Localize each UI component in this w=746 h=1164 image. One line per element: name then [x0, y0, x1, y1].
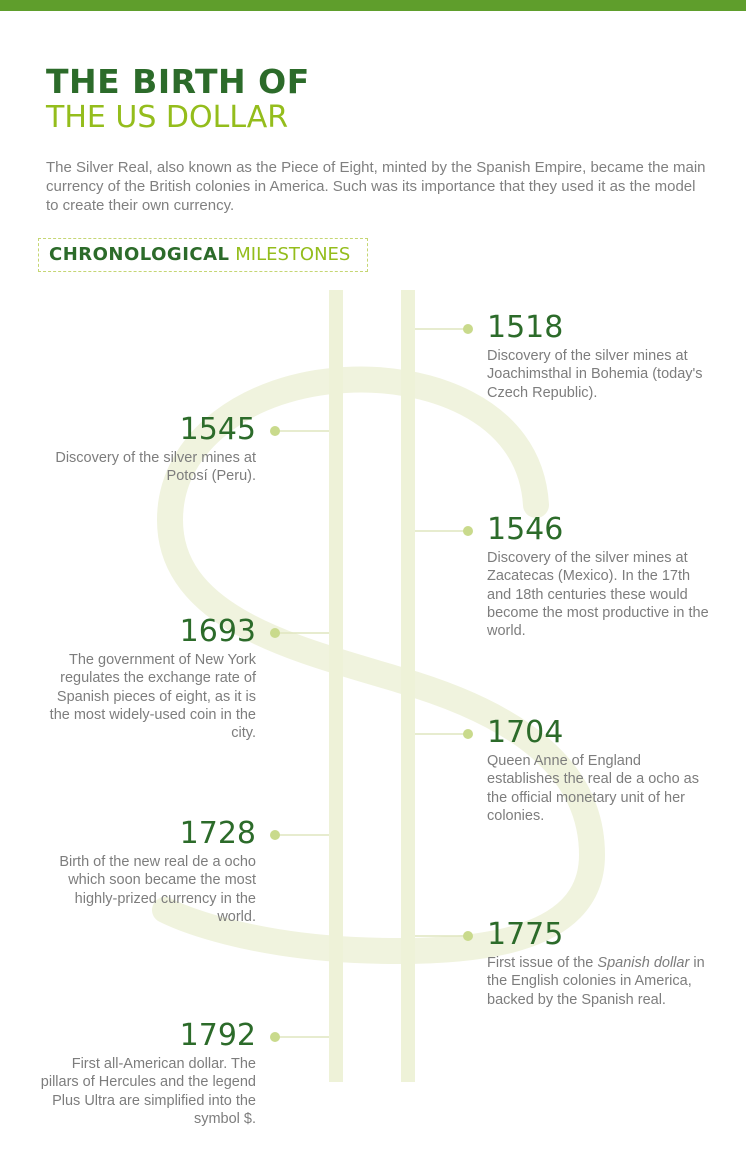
milestone-year: 1518: [487, 310, 564, 345]
page-title-line1: THE BIRTH OF: [46, 62, 310, 101]
milestone-1704: [487, 715, 717, 825]
milestone-description: [487, 954, 717, 1009]
section-label-light: MILESTONES: [235, 244, 351, 265]
intro-paragraph: The Silver Real, also known as the Piece of Eight, minted by the Spanish Empire, became the main currency of the British colonies in America. Such was its importance that they used it as the model to create their own currency.: [46, 159, 706, 214]
milestone-1792: [36, 1018, 256, 1128]
milestone-1728: [36, 816, 256, 926]
milestone-description: Discovery of the silver mines at Joachimsthal in Bohemia (today's Czech Republic).: [487, 348, 703, 401]
milestone-description: Discovery of the silver mines at Zacatecas (Mexico). In the 17th and 18th centuries these would become the most productive in the world.: [487, 550, 709, 640]
page-title-line2: THE US DOLLAR: [46, 100, 289, 135]
milestone-1518: [487, 310, 717, 402]
milestone-description: Discovery of the silver mines at Potosí (Peru).: [55, 450, 256, 485]
milestone-text-italic: Spanish dollar: [597, 955, 690, 971]
milestone-year: 1728: [179, 816, 256, 851]
milestone-1693: [36, 614, 256, 742]
timeline-pillar-right: [401, 290, 415, 1082]
milestone-description: Birth of the new real de a ocho which soon became the most highly-prized currency in the world.: [59, 854, 256, 925]
connector-dot-1518: [463, 324, 473, 334]
timeline-pillar-left: [329, 290, 343, 1082]
milestone-year: 1775: [487, 917, 564, 952]
milestone-description: First all-American dollar. The pillars of Hercules and the legend Plus Ultra are simplified into the symbol $.: [40, 1056, 256, 1127]
connector-dot-1728: [270, 830, 280, 840]
milestone-year: 1792: [179, 1018, 256, 1053]
milestone-text-after: in the English colonies in America, backed by the Spanish real.: [487, 955, 705, 1008]
connector-dot-1704: [463, 729, 473, 739]
milestone-text-before: First issue of the: [487, 955, 598, 971]
milestone-1545: [36, 412, 256, 486]
milestone-1775: [487, 917, 717, 1009]
section-label-strong: CHRONOLOGICAL: [49, 244, 230, 265]
connector-dot-1545: [270, 426, 280, 436]
milestone-year: 1546: [487, 512, 564, 547]
connector-dot-1792: [270, 1032, 280, 1042]
connector-dot-1693: [270, 628, 280, 638]
milestone-year: 1545: [179, 412, 256, 447]
milestone-description: Queen Anne of England establishes the real de a ocho as the official monetary unit of her colonies.: [487, 753, 699, 824]
connector-dot-1775: [463, 931, 473, 941]
milestone-year: 1704: [487, 715, 564, 750]
connector-dot-1546: [463, 526, 473, 536]
milestone-description: The government of New York regulates the exchange rate of Spanish pieces of eight, as it is the most widely-used coin in the city.: [49, 652, 256, 742]
milestone-year: 1693: [179, 614, 256, 649]
milestone-1546: [487, 512, 717, 640]
